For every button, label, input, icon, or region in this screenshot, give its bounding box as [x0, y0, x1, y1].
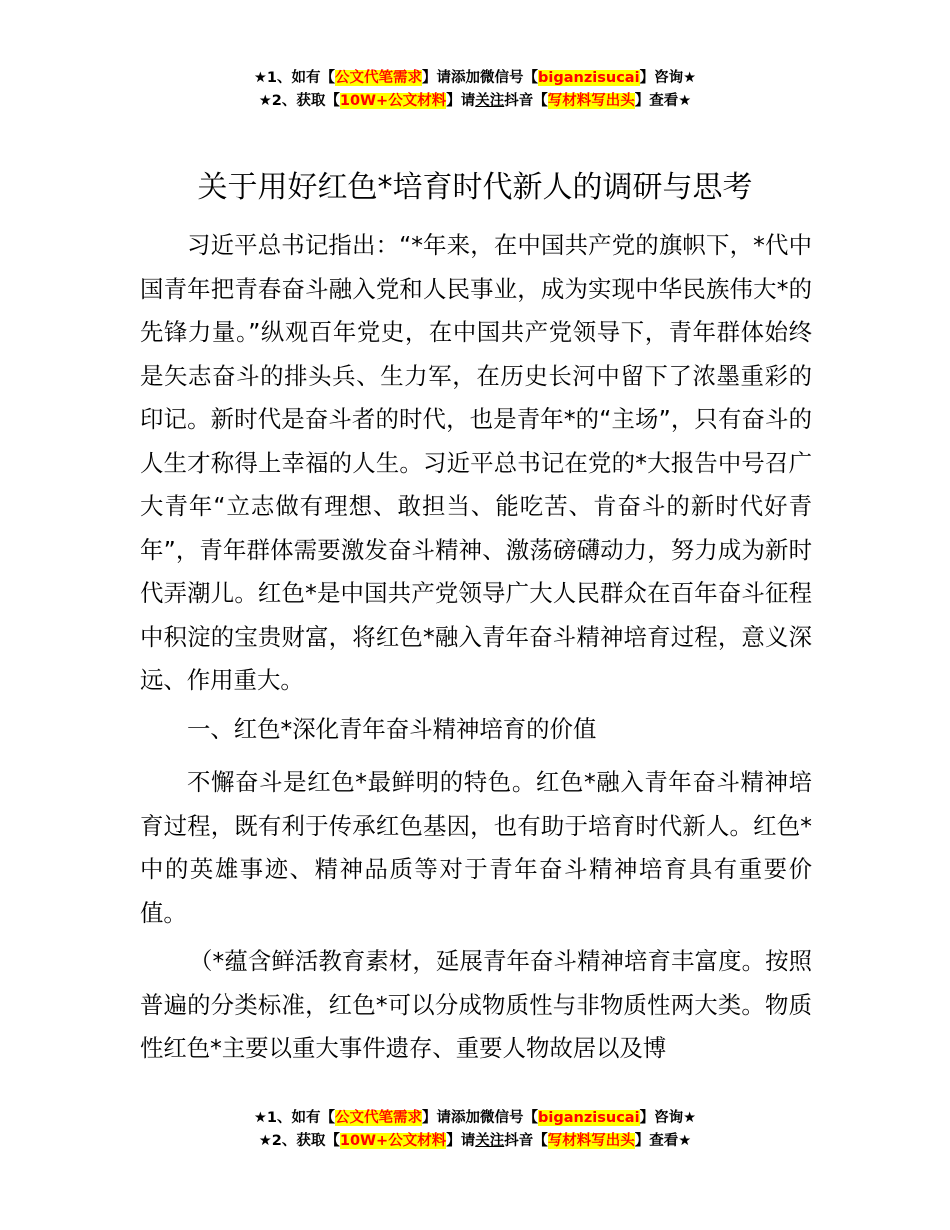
banner-line-1 — [0, 1107, 950, 1130]
banner-line-2 — [0, 90, 950, 113]
banner-text: 】请 — [446, 93, 476, 109]
banner-highlight: 公文代笔需求 — [335, 1110, 423, 1126]
footer-banner — [0, 1107, 950, 1153]
banner-highlight: 公文代笔需求 — [335, 70, 423, 86]
paragraph-section-intro: 不懈奋斗是红色*最鲜明的特色。红色*融入青年奋斗精神培育过程，既有利于传承红色基因，也有助于培育时代新人。红色*中的英雄事迹、精神品质等对于青年奋斗精神培育具有重要价值。 — [140, 768, 812, 927]
banner-highlight-wechat: biganzisucai — [538, 70, 640, 86]
paragraph-intro: 习近平总书记指出：“*年来，在中国共产党的旗帜下，*代中国青年把青春奋斗融入党和人民事业，成为实现中华民族伟大*的先锋力量。”纵观百年党史，在中国共产党领导下，青年群体始终是矢志奋斗的排头兵、生力军，在历史长河中留下了浓墨重彩的印记。新时代是奋斗者的时代，也是青年*的“主场”，只有奋斗的人生才称得上幸福的人生。习近平总书记在党的*大报告中号召广大青年“立志做有理想、敢担当、能吃苦、肯奋斗的新时代好青年”，青年群体需要激发奋斗精神、激荡磅礴动力，努力成为新时代弄潮儿。红色*是中国共产党领导广大人民群众在百年奋斗征程中积淀的宝贵财富，将红色*融入青年奋斗精神培育过程，意义深远、作用重大。 — [140, 231, 812, 694]
banner-text: 】请添加微信号【 — [422, 1110, 539, 1126]
header-banner — [0, 67, 950, 113]
banner-line-1 — [0, 67, 950, 90]
banner-line-2 — [0, 1130, 950, 1153]
document-title: 关于用好红色*培育时代新人的调研与思考 — [197, 170, 753, 205]
banner-text: 】请添加微信号【 — [422, 70, 539, 86]
document-body — [140, 224, 812, 1076]
banner-underline: 关注 — [475, 93, 505, 109]
banner-text: 】咨询★ — [639, 1110, 697, 1126]
banner-text: 】查看★ — [634, 93, 692, 109]
paragraph-subsection: （*蕴含鲜活教育素材，延展青年奋斗精神培育丰富度。按照普遍的分类标准，红色*可以分成物质性与非物质性两大类。物质性红色*主要以重大事件遗存、重要人物故居以及博 — [140, 947, 812, 1062]
banner-text: 抖音【 — [504, 93, 548, 109]
banner-highlight-douyin: 写材料写出头 — [547, 93, 635, 109]
banner-highlight: 10W+公文材料 — [339, 1133, 447, 1149]
banner-text: ★2、获取【 — [258, 1133, 340, 1149]
banner-text: 】请 — [446, 1133, 476, 1149]
banner-text: 】咨询★ — [639, 70, 697, 86]
banner-text: ★1、如有【 — [253, 70, 336, 86]
banner-underline: 关注 — [475, 1133, 505, 1149]
banner-highlight-douyin: 写材料写出头 — [547, 1133, 635, 1149]
banner-text: ★2、获取【 — [258, 93, 340, 109]
banner-text: 】查看★ — [634, 1133, 692, 1149]
banner-text: 抖音【 — [504, 1133, 548, 1149]
banner-highlight-wechat: biganzisucai — [538, 1110, 640, 1126]
section-heading: 一、红色*深化青年奋斗精神培育的价值 — [187, 714, 597, 743]
banner-text: ★1、如有【 — [253, 1110, 336, 1126]
banner-highlight: 10W+公文材料 — [339, 93, 447, 109]
